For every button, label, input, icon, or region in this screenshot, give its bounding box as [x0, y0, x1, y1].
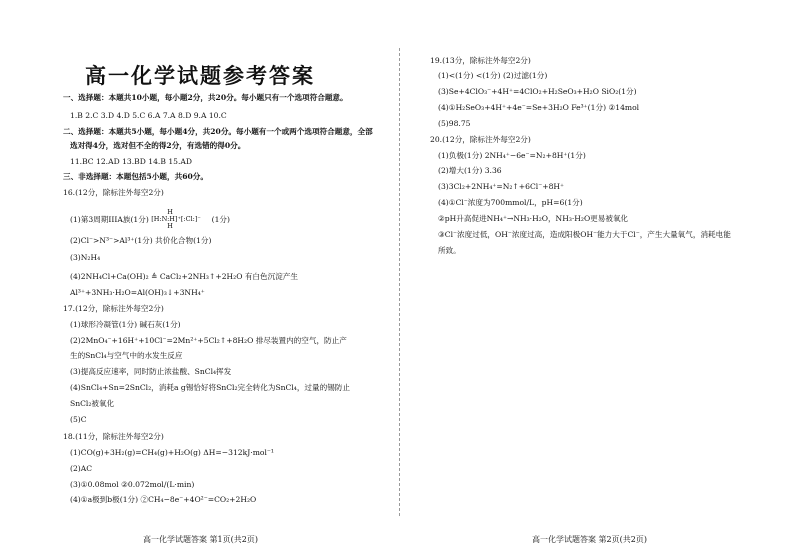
sec2-heading-cont: 选对得4分，选对但不全的得2分，有选错的得0分。	[70, 141, 246, 150]
q20-answer-4d: 所致。	[438, 246, 461, 255]
q17-answer-3: (3)提高反应速率，同时防止浓盐酸、SnCl₄挥发	[70, 367, 232, 376]
q16-answer-4a: (4)2NH₄Cl+Ca(OH)₂ ≜ CaCl₂+2NH₃↑+2H₂O 有白色沉淀产生	[70, 272, 298, 281]
nh4cl-electron-structure: [H:N:H]⁺[:Cl:]⁻ H H	[151, 208, 201, 230]
sec3-heading: 三、非选择题：本题包括5小题，共60分。	[63, 172, 208, 181]
q17-answer-2a: (2)2MnO₄⁻+16H⁺+10Cl⁻=2Mn²⁺+5Cl₂↑+8H₂O 排尽装置内的空气，防止产	[70, 336, 347, 345]
q19-heading: 19.(13分，除标注外每空2分)	[430, 56, 531, 65]
q17-answer-2b: 生的SnCl₄与空气中的水发生反应	[70, 351, 183, 360]
q18-answer-3: (3)①0.08mol ②0.072mol/(L·min)	[70, 480, 195, 489]
q16-answer-2: (2)Cl⁻>N³⁻>Al³⁺(1分) 共价化合物(1分)	[70, 236, 212, 245]
q19-answer-3: (3)Se+4ClO₃⁻+4H⁺=4ClO₂+H₂SeO₃+H₂O SiO₂(1分)	[438, 87, 637, 96]
sec1-heading: 一、选择题：本题共10小题，每小题2分，共20分。每小题只有一个选项符合题意。	[63, 93, 348, 102]
q17-answer-4b: SnCl₂被氧化	[70, 399, 115, 408]
page-title: 高一化学试题参考答案	[85, 64, 315, 88]
page-footer-2: 高一化学试题答案 第2页(共2页)	[532, 535, 647, 544]
q17-answer-4a: (4)SnCl₄+Sn=2SnCl₂，消耗a g锡恰好将SnCl₂完全转化为SnCl₄，过量的锡防止	[70, 383, 350, 392]
q16-answer-4b: Al³⁺+3NH₃·H₂O=Al(OH)₃↓+3NH₄⁺	[70, 288, 205, 297]
q16-heading: 16.(12分，除标注外每空2分)	[63, 188, 164, 197]
q17-answer-1: (1)球形冷凝管(1分) 碱石灰(1分)	[70, 320, 181, 329]
q18-answer-2: (2)AC	[70, 464, 93, 473]
q19-answer-5: (5)98.75	[438, 119, 471, 128]
q17-answer-5: (5)C	[70, 415, 87, 424]
q16-answer-1	[70, 209, 230, 231]
q16-1-text: (1)第3周期IIIA族(1分)	[70, 215, 149, 224]
q16-1-struct-mark: (1分)	[211, 215, 230, 224]
q20-answer-1: (1)负极(1分) 2NH₄⁺−6e⁻=N₂+8H⁺(1分)	[438, 151, 586, 160]
q18-answer-4: (4)①a极到b极(1分) ②CH₄−8e⁻+4O²⁻=CO₂+2H₂O	[70, 495, 257, 504]
page-footer-1: 高一化学试题答案 第1页(共2页)	[143, 535, 258, 544]
q20-answer-4b: ②pH升高促进NH₄⁺→NH₃·H₂O，NH₃·H₂O更易被氧化	[438, 214, 629, 223]
q16-answer-3: (3)N₂H₄	[70, 253, 101, 262]
sec2-answers: 11.BC 12.AD 13.BD 14.B 15.AD	[70, 157, 192, 166]
q17-heading: 17.(12分，除标注外每空2分)	[63, 304, 164, 313]
q20-answer-3: (3)3Cl₂+2NH₄⁺=N₂↑+6Cl⁻+8H⁺	[438, 182, 565, 191]
q20-answer-4: (4)①Cl⁻浓度为700mmol/L，pH=6(1分)	[438, 198, 583, 207]
q20-answer-2: (2)增大(1分) 3.36	[438, 166, 502, 175]
page-two	[400, 0, 800, 558]
sec1-answers: 1.B 2.C 3.D 4.D 5.C 6.A 7.A 8.D 9.A 10.C	[70, 111, 227, 120]
sec2-heading: 二、选择题：本题共5小题，每小题4分，共20分。每小题有一个或两个选项符合题意，全部	[63, 127, 373, 136]
q18-heading: 18.(11分，除标注外每空2分)	[63, 432, 164, 441]
q20-heading: 20.(12分，除标注外每空2分)	[430, 135, 531, 144]
q19-answer-4: (4)①H₂SeO₃+4H⁺+4e⁻=Se+3H₂O Fe³⁺(1分) ②14mol	[438, 103, 640, 112]
q18-answer-1: (1)CO(g)+3H₂(g)=CH₄(g)+H₂O(g) ΔH=−312kJ·mol⁻¹	[70, 448, 274, 457]
q20-answer-4c: ③Cl⁻浓度过低，OH⁻浓度过高，造成阳极OH⁻能力大于Cl⁻，产生大量氧气，消耗电能	[438, 230, 731, 239]
q19-answer-1: (1)<(1分) <(1分) (2)过滤(1分)	[438, 71, 548, 80]
